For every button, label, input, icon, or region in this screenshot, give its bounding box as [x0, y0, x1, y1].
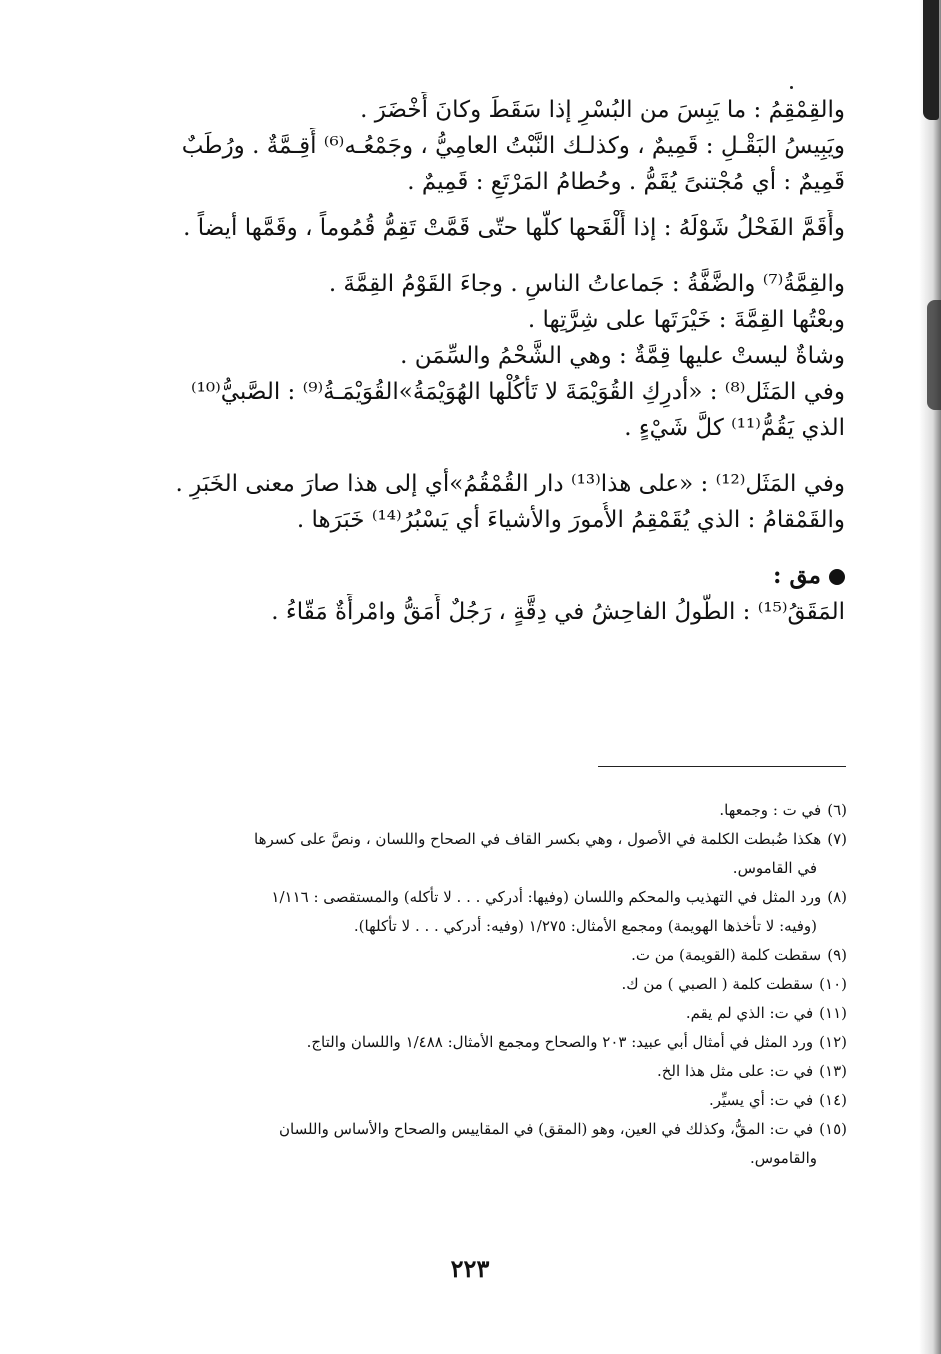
footnote-continuation: والقاموس. — [749, 1149, 817, 1167]
footnote — [120, 796, 847, 825]
footnote-number: (١٢) — [819, 1033, 847, 1051]
text-line: والقَمْقامُ : الذي يُقَمْقِمُ الأُمورَ والأشياءَ أي يَسْبُرُ⁽¹⁴⁾ خَبَرَها . — [296, 507, 845, 533]
footnote-continuation: (وفيه: لا تأخذها الهويمة) ومجمع الأمثال: ١/٢٧٥ (وفيه: أدركي . . . لا تأكلها). — [353, 917, 817, 935]
footnote — [120, 941, 847, 970]
text-line: وفي المَثَل⁽¹²⁾ : «على هذا⁽¹³⁾ دار القُمْقُمُ»أي إلى هذا صارَ معنى الخَبَرِ . — [175, 471, 845, 497]
footnote-text: هكذا ضُبطت الكلمة في الأصول ، وهي بكسر القاف في الصحاح واللسان ، ونصَّ على كسرها — [254, 830, 822, 848]
footnote-text: في ت: المقُّ، وكذلك في العين، وهو (المقق) في المقاييس والصحاح والأساس واللسان — [278, 1120, 814, 1138]
footnote-number: (١١) — [819, 1004, 847, 1022]
page-number: ٢٢٣ — [450, 1254, 490, 1283]
text-line: والقِمَّةُ⁽⁷⁾ والضَّفَّةُ : جَماعاتُ الناسِ . وجاءَ القَوْمُ القِمَّةَ . — [328, 271, 845, 297]
section-heading — [100, 558, 845, 594]
section-heading-text: مق : — [773, 562, 821, 589]
footnote-separator — [598, 766, 846, 767]
footnote — [120, 970, 847, 999]
footnote-continuation: في القاموس. — [732, 859, 817, 877]
text-line: قَمِيمٌ : أي مُجْتنىً يُقَمُّ . وحُطامُ المَرْتَعِ : قَمِيمٌ . — [407, 169, 845, 195]
footnote-number: (٧) — [827, 830, 847, 848]
text-line: وأَقَمَّ الفَحْلُ شَوْلَهُ : إذا أَلْقَحها كلَّها حتّى قَمَّتْ تَقِمُّ قُمُوماً ، وقَمَّها أيضاً . — [183, 215, 845, 241]
footnote-text: في ت: الذي لم يقم. — [685, 1004, 814, 1022]
footnote — [120, 883, 847, 912]
footnote-text: سقطت كلمة ( الصبي ) من ك. — [621, 975, 814, 993]
bullet-icon — [829, 569, 845, 585]
footnote — [120, 1115, 847, 1144]
footnote — [120, 825, 847, 854]
footnote-text: ورد المثل في أمثال أبي عبيد: ٢٠٣ والصحاح ومجمع الأمثال: ١/٤٨٨ واللسان والتاج. — [306, 1033, 814, 1051]
footnote-text: في ت: على مثل هذا الخ. — [656, 1062, 814, 1080]
text-line: وفي المَثَل⁽⁸⁾ : «أدرِكِ القُوَيْمَةَ لا تَأْكُلْها الهُوَيْمَةُ»القُوَيْمَـةُ⁽⁹⁾ : الصَّبيُّ⁽¹⁰⁾ — [191, 379, 845, 405]
footnote — [120, 1057, 847, 1086]
footnote-number: (٩) — [827, 946, 847, 964]
text-line: وبعْتُها القِمَّةَ : خَيْرَتَها على شِرَّتِها . — [527, 307, 845, 333]
footnote-text: سقطت كلمة (القويمة) من ت. — [631, 946, 822, 964]
main-text-block — [100, 92, 845, 630]
text-line: والقِمْقِمُ : ما يَبِسَ من البُسْرِ إذا سَقَطَ وكانَ أَخْضَرَ . — [360, 97, 845, 123]
footnote-number: (٦) — [827, 801, 847, 819]
text-line: المَقَقُ⁽¹⁵⁾ : الطُّولُ الفاحِشُ في دِقَّةٍ ، رَجُلٌ أَمَقُّ وامْرأَةٌ مَقّاءُ . — [271, 599, 845, 625]
footnote-text: في ت : وجمعها. — [719, 801, 822, 819]
text-line: الذي يَقُمُّ⁽¹¹⁾ كلَّ شَيْءٍ . — [624, 415, 845, 441]
stray-dot — [790, 86, 793, 89]
footnote-number: (١٣) — [819, 1062, 847, 1080]
footnote — [120, 1028, 847, 1057]
footnote-number: (٨) — [827, 888, 847, 906]
text-line: وشاةٌ ليستْ عليها قِمَّةٌ : وهي الشَّحْمُ والسِّمَن . — [400, 343, 845, 369]
footnotes-block — [120, 796, 847, 1173]
scan-edge-mark — [927, 300, 941, 410]
scan-edge-shadow — [919, 0, 941, 1354]
text-line: ويَبِيسُ البَقْـلِ : قَمِيمٌ ، وكذلـك النَّبْتُ العامِيُّ ، وجَمْعُـه⁽⁶⁾ أَقِـمَّةٌ . ورُطَبٌ — [181, 133, 845, 159]
footnote-text: في ت: أي يسيِّر. — [708, 1091, 814, 1109]
scan-edge-mark — [923, 0, 939, 120]
footnote-number: (١٠) — [819, 975, 847, 993]
footnote-number: (١٥) — [819, 1120, 847, 1138]
footnote-text: ورد المثل في التهذيب والمحكم واللسان (وفيها: أدركي . . . لا تأكله) والمستقصى : ١/١١٦ — [271, 888, 822, 906]
footnote-number: (١٤) — [819, 1091, 847, 1109]
footnote — [120, 999, 847, 1028]
footnote — [120, 1086, 847, 1115]
